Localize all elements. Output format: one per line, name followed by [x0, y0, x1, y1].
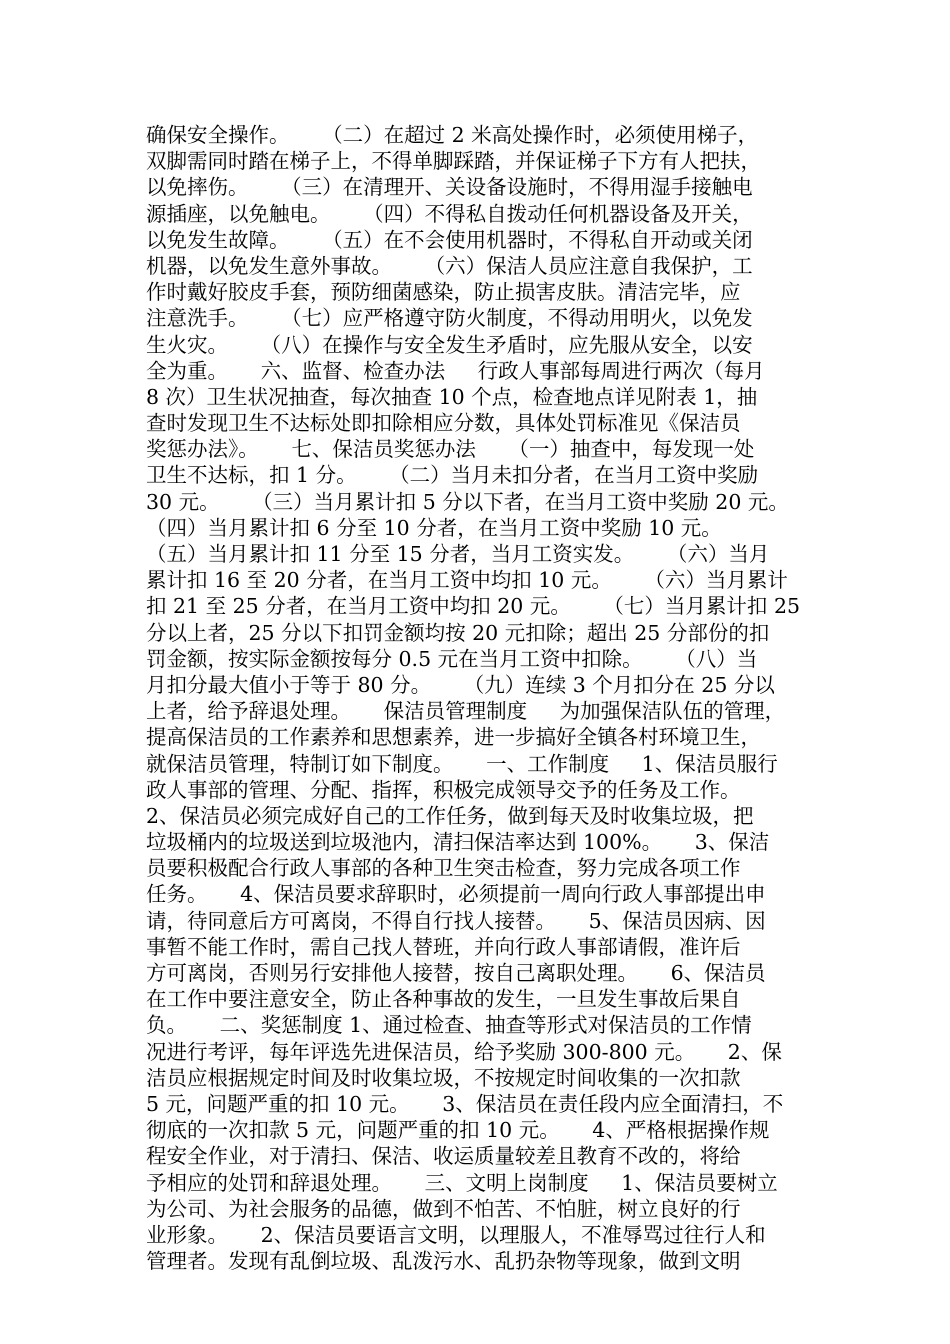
text-line: 以免发生故障。 （五）在不会使用机器时，不得私自开动或关闭	[146, 227, 753, 252]
text-line: 扣 21 至 25 分者，在当月工资中均扣 20 元。 （七）当月累计扣 25	[146, 594, 801, 619]
text-line: 方可离岗，否则另行安排他人接替，按自己离职处理。 6、保洁员	[146, 961, 766, 985]
text-line: 机器，以免发生意外事故。 （六）保洁人员应注意自我保护，工	[146, 253, 753, 278]
text-line: 就保洁员管理，特制订如下制度。 一、工作制度 1、保洁员服行	[146, 751, 778, 776]
text-line: 分以上者，25 分以下扣罚金额均按 20 元扣除；超出 25 分部份的扣	[146, 620, 770, 645]
text-line: 累计扣 16 至 20 分者，在当月工资中均扣 10 元。 （六）当月累计	[146, 568, 788, 593]
text-line: 确保安全操作。 （二）在超过 2 米高处操作时，必须使用梯子，	[146, 123, 759, 147]
text-line: 洁员应根据规定时间及时收集垃圾，不按规定时间收集的一次扣款	[146, 1065, 741, 1090]
text-line: 管理者。发现有乱倒垃圾、乱泼污水、乱扔杂物等现象，做到文明	[146, 1249, 741, 1274]
text-line: 提高保洁员的工作素养和思想素养，进一步搞好全镇各村环境卫生，	[146, 725, 761, 750]
text-line: 彻底的一次扣款 5 元，问题严重的扣 10 元。 4、严格根据操作规	[146, 1118, 770, 1143]
text-line: 负。 二、奖惩制度 1、通过检查、抽查等形式对保洁员的工作情	[146, 1013, 752, 1038]
text-line: （五）当月累计扣 11 分至 15 分者，当月工资实发。 （六）当月	[146, 542, 770, 566]
body-text	[146, 122, 826, 1274]
text-line: 卫生不达标，扣 1 分。 （二）当月未扣分者，在当月工资中奖励	[146, 463, 759, 488]
text-line: 业形象。 2、保洁员要语言文明，以理服人，不准辱骂过往行人和	[146, 1222, 766, 1247]
text-line: 奖惩办法》。 七、保洁员奖惩办法 （一）抽查中，每发现一处	[146, 437, 755, 462]
text-line: 源插座，以免触电。 （四）不得私自拨动任何机器设备及开关，	[146, 201, 753, 226]
text-line: 月扣分最大值小于等于 80 分。 （九）连续 3 个月扣分在 25 分以	[146, 672, 775, 697]
text-line: 况进行考评，每年评选先进保洁员，给予奖励 300-800 元。 2、保	[146, 1039, 782, 1064]
text-line: （四）当月累计扣 6 分至 10 分者，在当月工资中奖励 10 元。	[146, 515, 722, 540]
text-line: 在工作中要注意安全，防止各种事故的发生，一旦发生事故后果自	[146, 987, 741, 1012]
text-line: 2、保洁员必须完成好自己的工作任务，做到每天及时收集垃圾，把	[146, 803, 754, 828]
text-line: 请，待同意后方可离岗，不得自行找人接替。 5、保洁员因病、因	[146, 908, 766, 933]
text-line: 上者，给予辞退处理。 保洁员管理制度 为加强保洁队伍的管理，	[146, 699, 786, 724]
text-line: 生火灾。 （八）在操作与安全发生矛盾时，应先服从安全，以安	[146, 332, 753, 357]
text-line: 政人事部的管理、分配、指挥，积极完成领导交予的任务及工作。	[146, 777, 741, 802]
text-line: 罚金额，按实际金额按每分 0.5 元在当月工资中扣除。 （八）当	[146, 646, 758, 671]
text-line: 作时戴好胶皮手套，预防细菌感染，防止损害皮肤。清洁完毕，应	[146, 280, 741, 305]
text-line: 5 元，问题严重的扣 10 元。 3、保洁员在责任段内应全面清扫，不	[146, 1091, 784, 1116]
text-line: 以免摔伤。 （三）在清理开、关设备设施时，不得用湿手接触电	[146, 175, 753, 200]
text-line: 双脚需同时踏在梯子上，不得单脚踩踏，并保证梯子下方有人把扶，	[146, 149, 761, 174]
text-line: 任务。 4、保洁员要求辞职时，必须提前一周向行政人事部提出申	[146, 882, 766, 907]
text-line: 员要积极配合行政人事部的各种卫生突击检查，努力完成各项工作	[146, 856, 741, 881]
text-line: 为公司、为社会服务的品德，做到不怕苦、不怕脏，树立良好的行	[146, 1196, 741, 1221]
text-line: 事暂不能工作时，需自己找人替班，并向行政人事部请假，准许后	[146, 934, 741, 959]
text-line: 程安全作业，对于清扫、保洁、收运质量较差且教育不改的，将给	[146, 1144, 741, 1169]
text-line: 8 次）卫生状况抽查，每次抽查 10 个点，检查地点详见附表 1，抽	[146, 384, 758, 409]
text-line: 予相应的处罚和辞退处理。 三、文明上岗制度 1、保洁员要树立	[146, 1170, 778, 1195]
text-line: 30 元。 （三）当月累计扣 5 分以下者，在当月工资中奖励 20 元。	[146, 489, 789, 514]
text-line: 全为重。 六、监督、检查办法 行政人事部每周进行两次（每月	[146, 358, 765, 383]
text-line: 注意洗手。 （七）应严格遵守防火制度，不得动用明火，以免发	[146, 306, 753, 331]
text-line: 垃圾桶内的垃圾送到垃圾池内，清扫保洁率达到 100%。 3、保洁	[146, 830, 770, 855]
text-line: 查时发现卫生不达标处即扣除相应分数，具体处罚标准见《保洁员	[146, 411, 741, 436]
